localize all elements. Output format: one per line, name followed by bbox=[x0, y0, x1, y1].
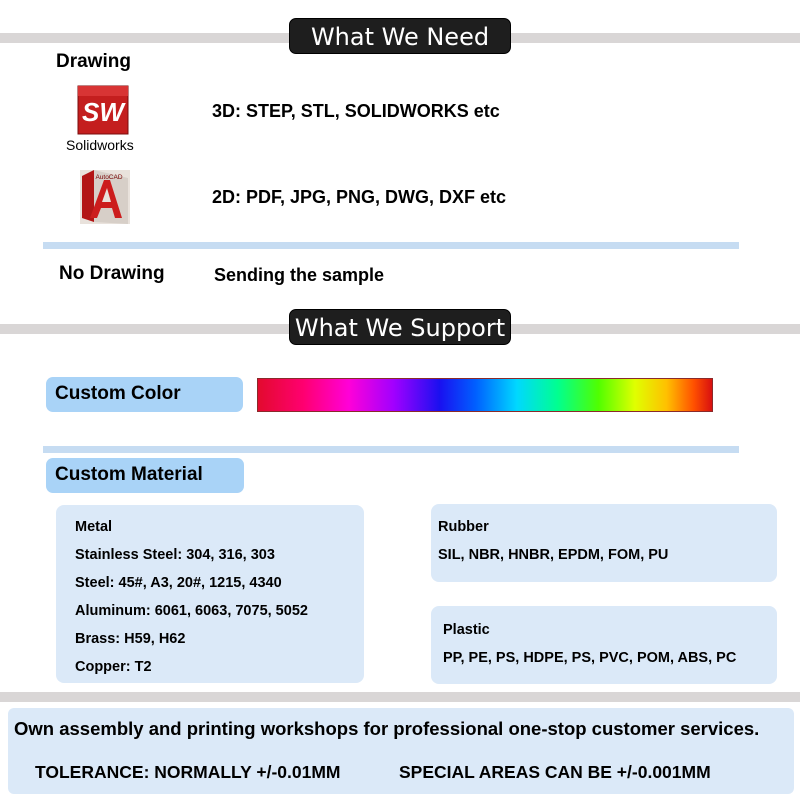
list-item: Steel: 45#, A3, 20#, 1215, 4340 bbox=[75, 575, 282, 591]
list-item: SIL, NBR, HNBR, EPDM, FOM, PU bbox=[438, 547, 669, 563]
list-item: PP, PE, PS, HDPE, PS, PVC, POM, ABS, PC bbox=[443, 650, 737, 666]
what-we-need-heading: What We Need bbox=[289, 18, 511, 54]
no-drawing-label: No Drawing bbox=[59, 263, 165, 284]
list-item: Stainless Steel: 304, 316, 303 bbox=[75, 547, 275, 563]
format-2d-text: 2D: PDF, JPG, PNG, DWG, DXF etc bbox=[212, 187, 507, 207]
list-item: Brass: H59, H62 bbox=[75, 631, 186, 647]
format-3d-text: 3D: STEP, STL, SOLIDWORKS etc bbox=[212, 101, 500, 121]
solidworks-logo-icon bbox=[77, 85, 129, 135]
svg-text:AutoCAD: AutoCAD bbox=[95, 174, 123, 181]
tolerance-text: TOLERANCE: NORMALLY +/-0.01MM bbox=[35, 762, 341, 782]
divider bbox=[43, 446, 739, 453]
plastic-title: Plastic bbox=[443, 622, 490, 638]
what-we-support-heading: What We Support bbox=[289, 309, 511, 345]
no-drawing-text: Sending the sample bbox=[214, 265, 385, 285]
footer-main-text: Own assembly and printing workshops for professional one-stop customer services. bbox=[14, 718, 760, 739]
list-item: Copper: T2 bbox=[75, 659, 152, 675]
custom-material-label: Custom Material bbox=[46, 458, 244, 493]
autocad-logo-icon bbox=[80, 170, 130, 224]
list-item: Aluminum: 6061, 6063, 7075, 5052 bbox=[75, 603, 308, 619]
section-rule-bottom bbox=[0, 692, 800, 702]
color-spectrum-bar bbox=[257, 378, 713, 412]
svg-text:SW: SW bbox=[82, 97, 124, 127]
rubber-card bbox=[431, 504, 777, 582]
solidworks-caption: Solidworks bbox=[66, 137, 134, 153]
drawing-label: Drawing bbox=[56, 51, 131, 72]
custom-color-label: Custom Color bbox=[46, 377, 243, 412]
plastic-card bbox=[431, 606, 777, 684]
divider bbox=[43, 242, 739, 249]
special-tolerance-text: SPECIAL AREAS CAN BE +/-0.001MM bbox=[399, 762, 711, 782]
metal-title: Metal bbox=[75, 519, 113, 535]
rubber-title: Rubber bbox=[438, 519, 489, 535]
